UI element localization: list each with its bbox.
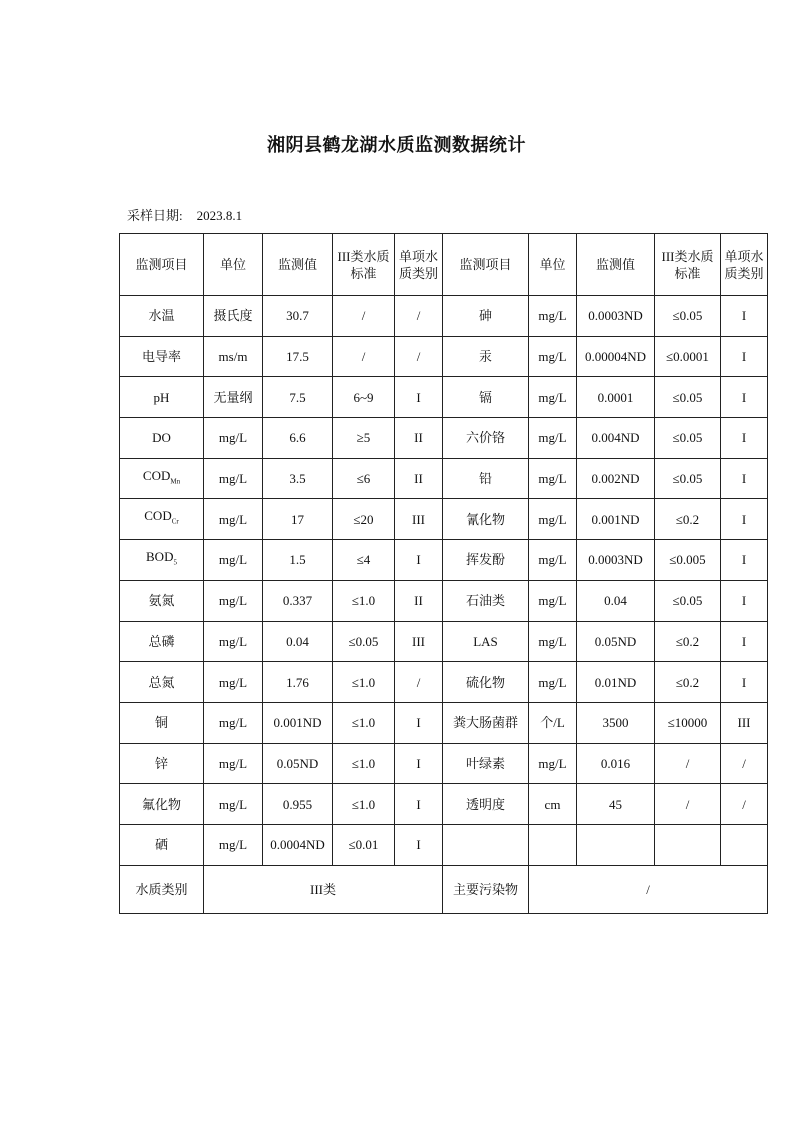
table-cell: cm <box>529 784 577 825</box>
table-cell: 叶绿素 <box>443 743 529 784</box>
table-cell: 3.5 <box>263 458 333 499</box>
table-cell: 铜 <box>120 702 204 743</box>
table-cell: 无量纲 <box>204 377 263 418</box>
table-cell: 0.004ND <box>577 418 655 459</box>
table-cell: 铅 <box>443 458 529 499</box>
table-cell: I <box>721 662 768 703</box>
table-cell <box>655 824 721 865</box>
table-cell: 0.01ND <box>577 662 655 703</box>
table-cell: ≤1.0 <box>333 743 395 784</box>
parameter-subscript: Cr <box>171 518 179 527</box>
table-cell: / <box>721 784 768 825</box>
table-cell: mg/L <box>529 499 577 540</box>
main-pollutant-label: 主要污染物 <box>443 865 529 913</box>
main-pollutant-value: / <box>529 865 768 913</box>
table-cell: mg/L <box>204 743 263 784</box>
table-cell: 0.04 <box>263 621 333 662</box>
table-cell: 锌 <box>120 743 204 784</box>
table-cell: mg/L <box>204 824 263 865</box>
table-cell: / <box>655 743 721 784</box>
header-cell: 监测项目 <box>443 234 529 296</box>
table-cell: 6.6 <box>263 418 333 459</box>
table-cell: mg/L <box>529 377 577 418</box>
table-cell: 砷 <box>443 296 529 337</box>
table-cell: / <box>395 336 443 377</box>
table-cell: I <box>721 336 768 377</box>
table-cell: 硒 <box>120 824 204 865</box>
table-cell: 镉 <box>443 377 529 418</box>
table-cell: ≤1.0 <box>333 662 395 703</box>
table-cell: mg/L <box>204 499 263 540</box>
table-cell: 0.002ND <box>577 458 655 499</box>
table-cell: mg/L <box>529 621 577 662</box>
table-cell: / <box>721 743 768 784</box>
parameter-subscript: 5 <box>173 558 177 567</box>
table-cell: 0.05ND <box>263 743 333 784</box>
table-cell: 0.001ND <box>263 702 333 743</box>
table-cell: 0.0003ND <box>577 540 655 581</box>
table-cell: 石油类 <box>443 580 529 621</box>
table-cell: ≤0.05 <box>655 377 721 418</box>
table-cell: I <box>721 458 768 499</box>
table-cell: ≤4 <box>333 540 395 581</box>
table-cell: / <box>333 296 395 337</box>
table-cell: II <box>395 580 443 621</box>
table-cell: I <box>721 296 768 337</box>
table-cell: 17.5 <box>263 336 333 377</box>
table-cell: mg/L <box>204 458 263 499</box>
table-cell: 0.04 <box>577 580 655 621</box>
table-cell: I <box>395 702 443 743</box>
table-cell: I <box>721 377 768 418</box>
table-cell: I <box>395 784 443 825</box>
table-cell: ≤0.05 <box>655 458 721 499</box>
table-row <box>120 458 768 499</box>
table-cell: mg/L <box>529 540 577 581</box>
table-row <box>120 377 768 418</box>
table-cell: / <box>395 296 443 337</box>
table-row <box>120 580 768 621</box>
table-cell: III <box>395 499 443 540</box>
table-cell: I <box>395 540 443 581</box>
header-cell: 单项水质类别 <box>395 234 443 296</box>
table-cell: 总氮 <box>120 662 204 703</box>
header-row <box>120 234 768 296</box>
table-cell: 氰化物 <box>443 499 529 540</box>
table-cell <box>120 540 204 581</box>
table-cell: 透明度 <box>443 784 529 825</box>
table-row <box>120 743 768 784</box>
table-cell: 1.76 <box>263 662 333 703</box>
table-cell: ≤0.2 <box>655 499 721 540</box>
table-cell: I <box>721 621 768 662</box>
table-cell: 六价铬 <box>443 418 529 459</box>
table-cell: mg/L <box>529 662 577 703</box>
table-cell <box>443 824 529 865</box>
header-cell: 单位 <box>529 234 577 296</box>
parameter-name: COD <box>144 508 172 524</box>
table-cell: ≤6 <box>333 458 395 499</box>
table-cell: mg/L <box>529 458 577 499</box>
table-cell: 氟化物 <box>120 784 204 825</box>
table-cell: ms/m <box>204 336 263 377</box>
table-cell: ≤0.05 <box>333 621 395 662</box>
table-cell: III <box>395 621 443 662</box>
water-class-label: 水质类别 <box>120 865 204 913</box>
header-cell: 单位 <box>204 234 263 296</box>
table-cell: I <box>721 499 768 540</box>
table-row <box>120 336 768 377</box>
table-cell: 0.0001 <box>577 377 655 418</box>
table-row <box>120 296 768 337</box>
table-cell: ≤0.2 <box>655 662 721 703</box>
table-cell: 0.001ND <box>577 499 655 540</box>
table-cell: mg/L <box>204 621 263 662</box>
header-cell: 单项水质类别 <box>721 234 768 296</box>
parameter-name: BOD <box>146 549 174 565</box>
table-cell: I <box>395 743 443 784</box>
table-cell <box>529 824 577 865</box>
table-cell: 0.00004ND <box>577 336 655 377</box>
table-cell: mg/L <box>204 580 263 621</box>
table-cell: mg/L <box>204 418 263 459</box>
table-cell <box>120 458 204 499</box>
parameter-subscript: Mn <box>170 477 181 486</box>
table-cell: 汞 <box>443 336 529 377</box>
table-cell: 粪大肠菌群 <box>443 702 529 743</box>
table-cell: 3500 <box>577 702 655 743</box>
table-cell: 水温 <box>120 296 204 337</box>
table-cell: pH <box>120 377 204 418</box>
table-cell: ≤0.01 <box>333 824 395 865</box>
sample-date <box>127 205 242 224</box>
header-cell: III类水质标准 <box>655 234 721 296</box>
table-cell: 0.337 <box>263 580 333 621</box>
table-row <box>120 621 768 662</box>
table-cell: 挥发酚 <box>443 540 529 581</box>
table-cell: ≤10000 <box>655 702 721 743</box>
table-cell: 7.5 <box>263 377 333 418</box>
table-cell: I <box>721 418 768 459</box>
table-cell: I <box>721 540 768 581</box>
table-cell: ≤1.0 <box>333 784 395 825</box>
table-cell: ≤20 <box>333 499 395 540</box>
table-cell: ≥5 <box>333 418 395 459</box>
header-cell: III类水质标准 <box>333 234 395 296</box>
table-cell: mg/L <box>204 540 263 581</box>
table-cell: 1.5 <box>263 540 333 581</box>
table-cell: 17 <box>263 499 333 540</box>
table-cell: ≤1.0 <box>333 580 395 621</box>
table-cell: 0.05ND <box>577 621 655 662</box>
header-cell: 监测值 <box>577 234 655 296</box>
table-cell: mg/L <box>204 662 263 703</box>
table-row <box>120 662 768 703</box>
table-cell: 0.0003ND <box>577 296 655 337</box>
table-cell: 总磷 <box>120 621 204 662</box>
table-row <box>120 784 768 825</box>
table-row <box>120 499 768 540</box>
table-cell: mg/L <box>204 784 263 825</box>
table-row <box>120 702 768 743</box>
table-cell: I <box>721 580 768 621</box>
sample-date-label: 采样日期: <box>127 208 183 223</box>
table-cell: ≤0.005 <box>655 540 721 581</box>
table-cell: II <box>395 418 443 459</box>
table-cell: ≤1.0 <box>333 702 395 743</box>
table-cell: mg/L <box>529 296 577 337</box>
table-cell: 45 <box>577 784 655 825</box>
table-cell: / <box>333 336 395 377</box>
table-row <box>120 540 768 581</box>
table-row <box>120 418 768 459</box>
table-cell: 氨氮 <box>120 580 204 621</box>
table-cell: / <box>395 662 443 703</box>
table-cell: II <box>395 458 443 499</box>
header-cell: 监测值 <box>263 234 333 296</box>
table-cell: 0.016 <box>577 743 655 784</box>
table-cell: I <box>395 824 443 865</box>
table-cell: ≤0.05 <box>655 418 721 459</box>
table-cell <box>577 824 655 865</box>
table-row <box>120 824 768 865</box>
table-cell: 0.0004ND <box>263 824 333 865</box>
table-cell: ≤0.05 <box>655 580 721 621</box>
table-cell: III <box>721 702 768 743</box>
table-cell <box>721 824 768 865</box>
table-cell: I <box>395 377 443 418</box>
table-cell <box>120 499 204 540</box>
water-class-value: III类 <box>204 865 443 913</box>
table-cell: 硫化物 <box>443 662 529 703</box>
table-cell: ≤0.2 <box>655 621 721 662</box>
table-cell: ≤0.05 <box>655 296 721 337</box>
table-cell: LAS <box>443 621 529 662</box>
table-cell: mg/L <box>529 336 577 377</box>
table-cell: 30.7 <box>263 296 333 337</box>
table-cell: 电导率 <box>120 336 204 377</box>
table-cell: ≤0.0001 <box>655 336 721 377</box>
table-cell: 个/L <box>529 702 577 743</box>
table-cell: DO <box>120 418 204 459</box>
table-cell: mg/L <box>204 702 263 743</box>
table-cell: 6~9 <box>333 377 395 418</box>
page-title: 湘阴县鹤龙湖水质监测数据统计 <box>267 135 526 156</box>
table-cell: 摄氏度 <box>204 296 263 337</box>
table-cell: mg/L <box>529 580 577 621</box>
table-cell: mg/L <box>529 418 577 459</box>
summary-row <box>120 865 768 913</box>
table-cell: / <box>655 784 721 825</box>
header-cell: 监测项目 <box>120 234 204 296</box>
water-quality-table <box>119 233 768 914</box>
table-cell: mg/L <box>529 743 577 784</box>
parameter-name: COD <box>142 467 171 483</box>
sample-date-value: 2023.8.1 <box>196 208 243 223</box>
table-cell: 0.955 <box>263 784 333 825</box>
